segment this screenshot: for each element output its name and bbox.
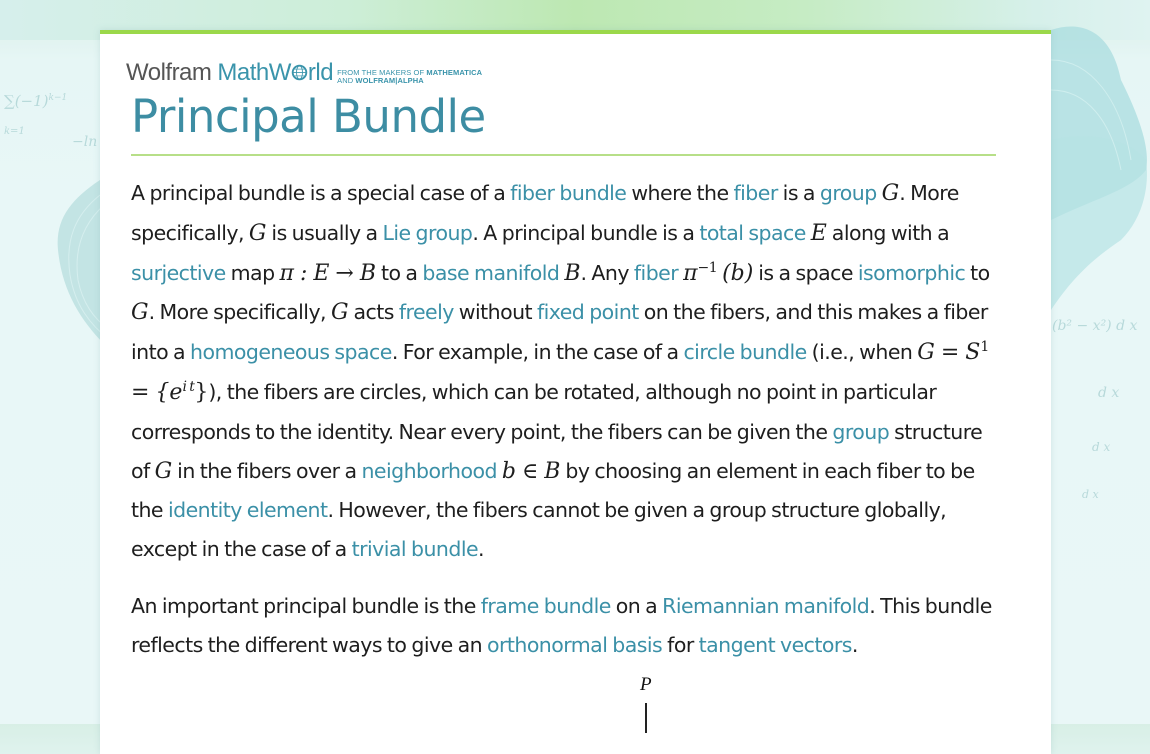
text: to bbox=[965, 260, 990, 285]
title-divider bbox=[131, 154, 996, 156]
page-title: Principal Bundle bbox=[131, 90, 486, 143]
link-orthonormal-basis[interactable]: orthonormal basis bbox=[487, 632, 663, 657]
text: . More specifically, bbox=[148, 300, 331, 325]
text: is a bbox=[777, 181, 820, 205]
paragraph-definition bbox=[131, 174, 1001, 569]
logo-tagline bbox=[337, 69, 482, 85]
globe-icon bbox=[291, 64, 308, 81]
math-brace: } bbox=[194, 379, 209, 405]
mathworld-logo[interactable] bbox=[126, 59, 482, 87]
text: ), the fibers are circles, which can be rotated, although no point in particular corresponds to the identity. Near every point, the fibers can be given the bbox=[131, 379, 937, 444]
link-base-manifold[interactable]: base manifold bbox=[422, 260, 560, 285]
text: . Any bbox=[580, 260, 634, 285]
math-b-in-B: b ∈ B bbox=[501, 458, 561, 484]
math-G: G bbox=[881, 181, 900, 206]
math-b: (b) bbox=[722, 260, 754, 286]
math-pi-inverse-sup: −1 bbox=[697, 259, 718, 276]
background-surface-right-icon bbox=[1051, 20, 1150, 320]
diagram-arrow-line bbox=[645, 703, 647, 733]
article-body bbox=[131, 174, 1001, 683]
text: where the bbox=[626, 181, 734, 205]
text: An important principal bundle is the bbox=[131, 593, 481, 618]
text: for bbox=[662, 632, 699, 657]
link-frame-bundle[interactable]: frame bundle bbox=[480, 593, 611, 618]
link-circle-bundle[interactable]: circle bundle bbox=[683, 340, 807, 365]
formula-sup: k−1 bbox=[48, 93, 68, 103]
text: map bbox=[225, 260, 280, 285]
formula-frac: (b² − x²) bbox=[1052, 318, 1112, 334]
link-fiber-bundle[interactable]: fiber bundle bbox=[510, 181, 627, 205]
link-group[interactable]: group bbox=[819, 181, 877, 205]
logo-mathworld-tail: rld bbox=[307, 59, 334, 86]
text: in the fibers over a bbox=[172, 458, 362, 483]
math-e-set: = {e bbox=[131, 379, 183, 405]
link-surjective[interactable]: surjective bbox=[131, 260, 226, 285]
logo-mathworld-head: MathW bbox=[217, 59, 291, 86]
logo-wolfram-text: Wolfram bbox=[126, 59, 212, 86]
link-isomorphic[interactable]: isomorphic bbox=[857, 260, 966, 285]
math-G: G bbox=[154, 458, 173, 484]
text: on a bbox=[610, 593, 663, 618]
formula-text: ∑(−1) bbox=[4, 92, 49, 110]
paragraph-frame-bundle bbox=[131, 587, 1001, 665]
text: along with a bbox=[826, 220, 950, 245]
text: (i.e., when bbox=[806, 340, 918, 365]
text: A principal bundle is a special case of a bbox=[131, 181, 511, 205]
text: acts bbox=[348, 300, 399, 325]
link-lie-group[interactable]: Lie group bbox=[382, 220, 473, 245]
background-formula-left bbox=[4, 92, 67, 110]
text: on the fibers, and this makes a fiber into a bbox=[131, 300, 988, 365]
text: structure of bbox=[131, 419, 983, 483]
text: . This bundle reflects the different ways to give an bbox=[131, 593, 992, 657]
math-G-equals-S: G = S bbox=[917, 340, 981, 366]
tagline-line2: AND bbox=[337, 76, 356, 85]
link-freely[interactable]: freely bbox=[398, 300, 454, 325]
tagline-line1: FROM THE MAKERS OF bbox=[337, 68, 427, 77]
background-formula-right-4: d x bbox=[1082, 488, 1099, 501]
text: . However, the fibers cannot be given a group structure globally, except in the case of a bbox=[131, 498, 947, 562]
diagram-label-P: P bbox=[640, 674, 652, 695]
math-G: G bbox=[330, 300, 349, 326]
text: by choosing an element in each fiber to be the bbox=[131, 458, 975, 523]
background-formula-left-ln: −ln bbox=[72, 134, 98, 150]
text: . bbox=[851, 632, 858, 657]
text: is usually a bbox=[266, 220, 383, 245]
text: . For example, in the case of a bbox=[391, 340, 684, 365]
text: to a bbox=[376, 260, 423, 285]
text: . A principal bundle is a bbox=[472, 220, 700, 245]
link-fixed-point[interactable]: fixed point bbox=[536, 300, 639, 325]
math-e-sup: i t bbox=[182, 378, 195, 395]
link-tangent-vectors[interactable]: tangent vectors bbox=[698, 632, 852, 657]
link-neighborhood[interactable]: neighborhood bbox=[361, 458, 497, 483]
link-identity-element[interactable]: identity element bbox=[167, 498, 328, 523]
tagline-wolframalpha: WOLFRAM|ALPHA bbox=[355, 76, 424, 85]
math-B: B bbox=[564, 260, 581, 286]
text: without bbox=[453, 300, 537, 325]
math-pi: π bbox=[683, 260, 698, 286]
link-homogeneous-space[interactable]: homogeneous space bbox=[190, 340, 392, 365]
background-formula-right-3: d x bbox=[1092, 440, 1111, 454]
math-E: E bbox=[810, 220, 827, 246]
background-formula-right-2: d x bbox=[1098, 385, 1120, 401]
link-fiber-2[interactable]: fiber bbox=[633, 260, 679, 285]
link-group-2[interactable]: group bbox=[832, 419, 890, 444]
tagline-mathematica: MATHEMATICA bbox=[426, 68, 483, 77]
background-formula-left-lower: k=1 bbox=[4, 126, 25, 137]
math-G: G bbox=[248, 220, 267, 246]
background-formula-right-1 bbox=[1052, 318, 1137, 334]
article-card bbox=[100, 30, 1051, 754]
text: . More specifically, bbox=[131, 181, 959, 245]
link-riemannian-manifold[interactable]: Riemannian manifold bbox=[662, 593, 870, 618]
text: is a space bbox=[753, 260, 858, 285]
math-S-sup: 1 bbox=[980, 339, 989, 356]
link-total-space[interactable]: total space bbox=[699, 220, 806, 245]
math-map: π : E → B bbox=[279, 260, 377, 286]
text: . bbox=[478, 537, 484, 562]
math-G: G bbox=[131, 300, 149, 326]
logo-mathworld-text bbox=[217, 59, 333, 87]
link-trivial-bundle[interactable]: trivial bundle bbox=[351, 537, 479, 562]
link-fiber[interactable]: fiber bbox=[733, 181, 778, 205]
formula-dx: d x bbox=[1116, 318, 1138, 334]
